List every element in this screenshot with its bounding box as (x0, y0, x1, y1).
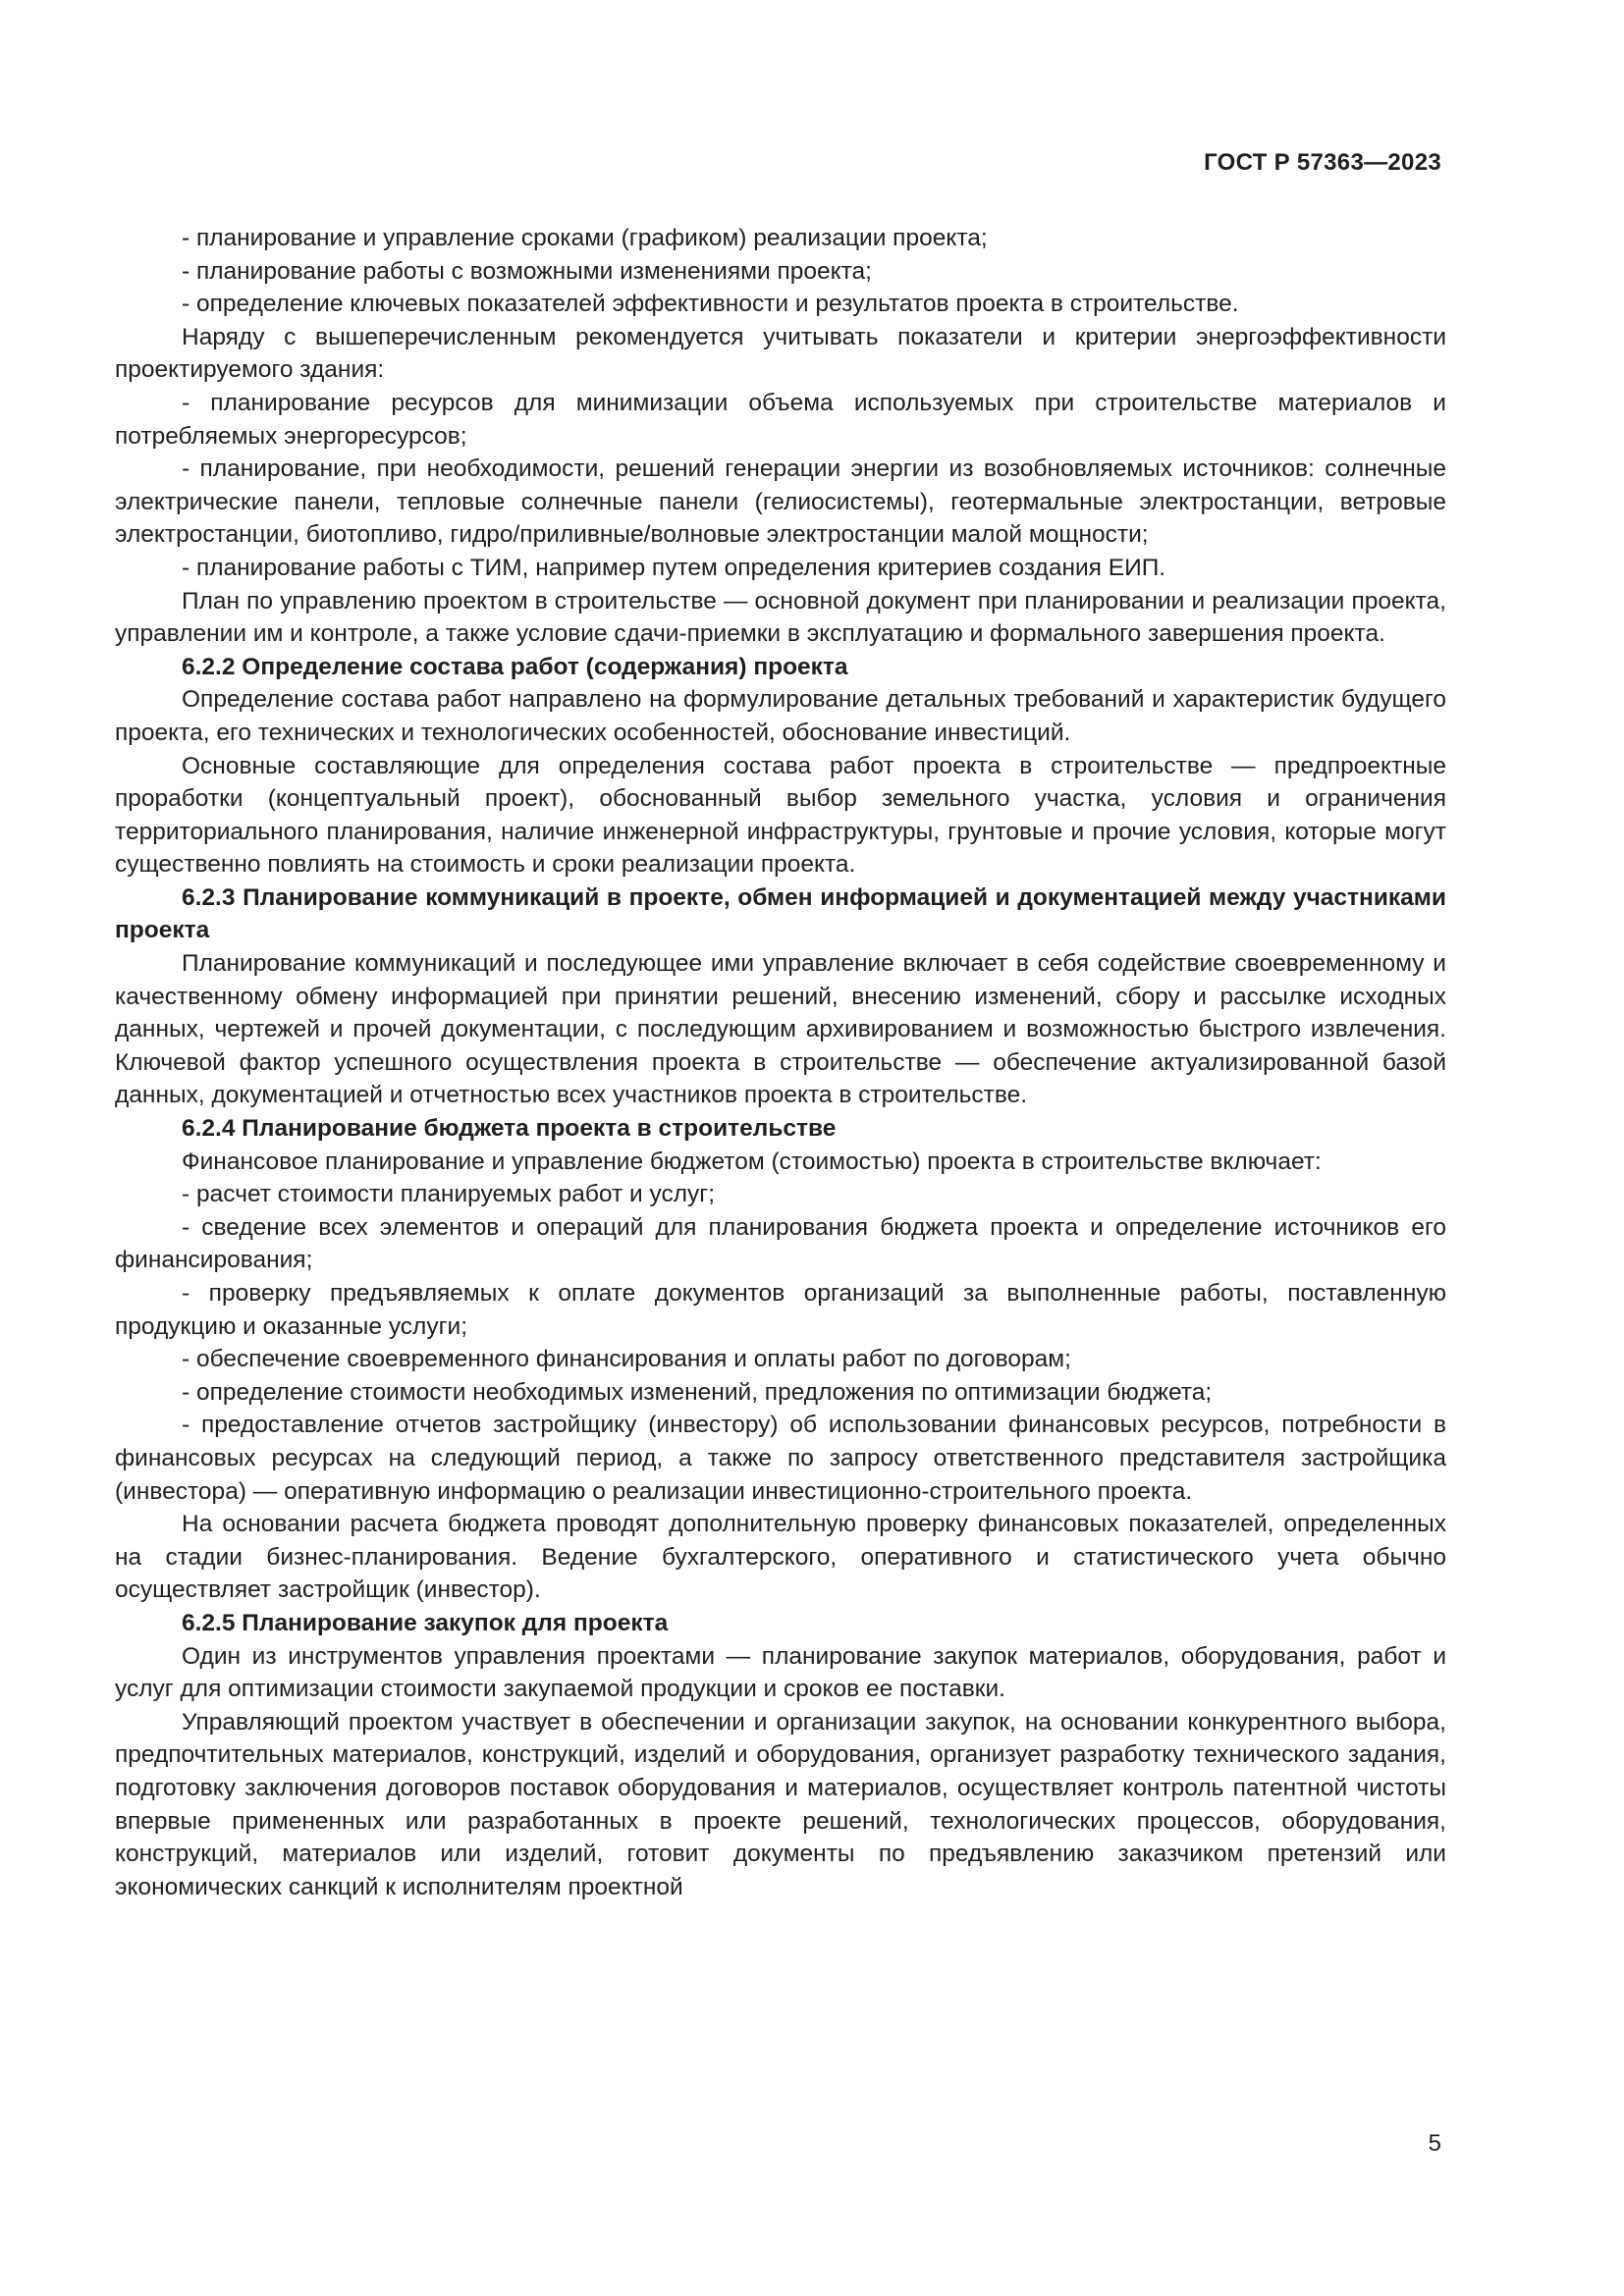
section-heading-6-2-3: 6.2.3 Планирование коммуникаций в проекте, обмен информацией и документацией между участниками проекта (115, 883, 1446, 944)
body-paragraph: Наряду с вышеперечисленным рекомендуется учитывать показатели и критерии энергоэффективности проектируемого здания: (115, 323, 1446, 384)
list-item: - определение стоимости необходимых изменений, предложения по оптимизации бюджета; (182, 1378, 1213, 1406)
section-heading-6-2-2: 6.2.2 Определение состава работ (содержания) проекта (182, 653, 848, 680)
document-body (115, 222, 1446, 1903)
section-heading-6-2-4: 6.2.4 Планирование бюджета проекта в строительстве (182, 1115, 837, 1143)
section-heading-6-2-5: 6.2.5 Планирование закупок для проекта (182, 1609, 669, 1636)
document-code-header: ГОСТ Р 57363—2023 (1204, 149, 1441, 176)
list-item: - обеспечение своевременного финансирования и оплаты работ по договорам; (182, 1346, 1071, 1373)
body-paragraph: На основании расчета бюджета проводят дополнительную проверку финансовых показателей, определенных на стадии бизнес-планирования. Ведение бухгалтерского, оперативного и статистического учета обычно осуществляет застройщик (инвестор). (115, 1511, 1446, 1604)
body-paragraph: Планирование коммуникаций и последующее ими управление включает в себя содействие своевременному и качественному обмену информацией при принятии решений, внесению изменений, сбору и рассылке исходных данных, чертежей и прочей документации, с последующим архивированием и возможностью быстрого извлечения. Ключевой фактор успешного осуществления проекта в строительстве — обеспечение актуализированной базой данных, документацией и отчетностью всех участников проекта в строительстве. (115, 950, 1446, 1109)
list-item: - планирование, при необходимости, решений генерации энергии из возобновляемых источников: солнечные электрические панели, тепловые солнечные панели (гелиосистемы), геотермальные электростанции, ветровые электростанции, биотопливо, гидро/приливные/волновые электростанции малой мощности; (115, 455, 1446, 549)
list-item: - предоставление отчетов застройщику (инвестору) об использовании финансовых ресурсов, потребности в финансовых ресурсах на следующий период, а также по запросу ответственного представителя застройщика (инвестора) — оперативную информацию о реализации инвестиционно-строительного проекта. (115, 1412, 1446, 1505)
body-paragraph: Управляющий проектом участвует в обеспечении и организации закупок, на основании конкурентного выбора, предпочтительных материалов, конструкций, изделий и оборудования, организует разработку технического задания, подготовку заключения договоров поставок оборудования и материалов, осуществляет контроль патентной чистоты впервые примененных или разработанных в проекте решений, технологических процессов, оборудования, конструкций, материалов или изделий, готовит документы по предъявлению заказчиком претензий или экономических санкций к исполнителям проектной (115, 1708, 1446, 1900)
body-paragraph: Определение состава работ направлено на формулирование детальных требований и характеристик будущего проекта, его технических и технологических особенностей, обоснование инвестиций. (115, 686, 1446, 746)
list-item: - планирование работы с ТИМ, например путем определения критериев создания ЕИП. (182, 554, 1166, 581)
page-number: 5 (1428, 2130, 1441, 2157)
body-paragraph: План по управлению проектом в строительстве — основной документ при планировании и реализации проекта, управлении им и контроле, а также условие сдачи-приемки в эксплуатацию и формального завершения проекта. (115, 587, 1446, 648)
list-item: - планирование работы с возможными изменениями проекта; (182, 257, 872, 285)
list-item: - расчет стоимости планируемых работ и услуг; (182, 1181, 716, 1208)
list-item: - определение ключевых показателей эффективности и результатов проекта в строительстве. (182, 291, 1239, 318)
list-item: - сведение всех элементов и операций для планирования бюджета проекта и определение источников его финансирования; (115, 1213, 1446, 1274)
list-item: - планирование и управление сроками (графиком) реализации проекта; (182, 225, 988, 251)
body-paragraph: Один из инструментов управления проектами — планирование закупок материалов, оборудования, работ и услуг для оптимизации стоимости закупаемой продукции и сроков ее поставки. (115, 1642, 1446, 1703)
list-item: - планирование ресурсов для минимизации объема используемых при строительстве материалов и потребляемых энергоресурсов; (115, 389, 1446, 450)
body-paragraph: Основные составляющие для определения состава работ проекта в строительстве — предпроектные проработки (концептуальный проект), обоснованный выбор земельного участка, условия и ограничения территориального планирования, наличие инженерной инфраструктуры, грунтовые и прочие условия, которые могут существенно повлиять на стоимость и сроки реализации проекта. (115, 752, 1446, 879)
body-paragraph: Финансовое планирование и управление бюджетом (стоимостью) проекта в строительстве включает: (182, 1148, 1322, 1175)
list-item: - проверку предъявляемых к оплате документов организаций за выполненные работы, поставленную продукцию и оказанные услуги; (115, 1280, 1446, 1340)
